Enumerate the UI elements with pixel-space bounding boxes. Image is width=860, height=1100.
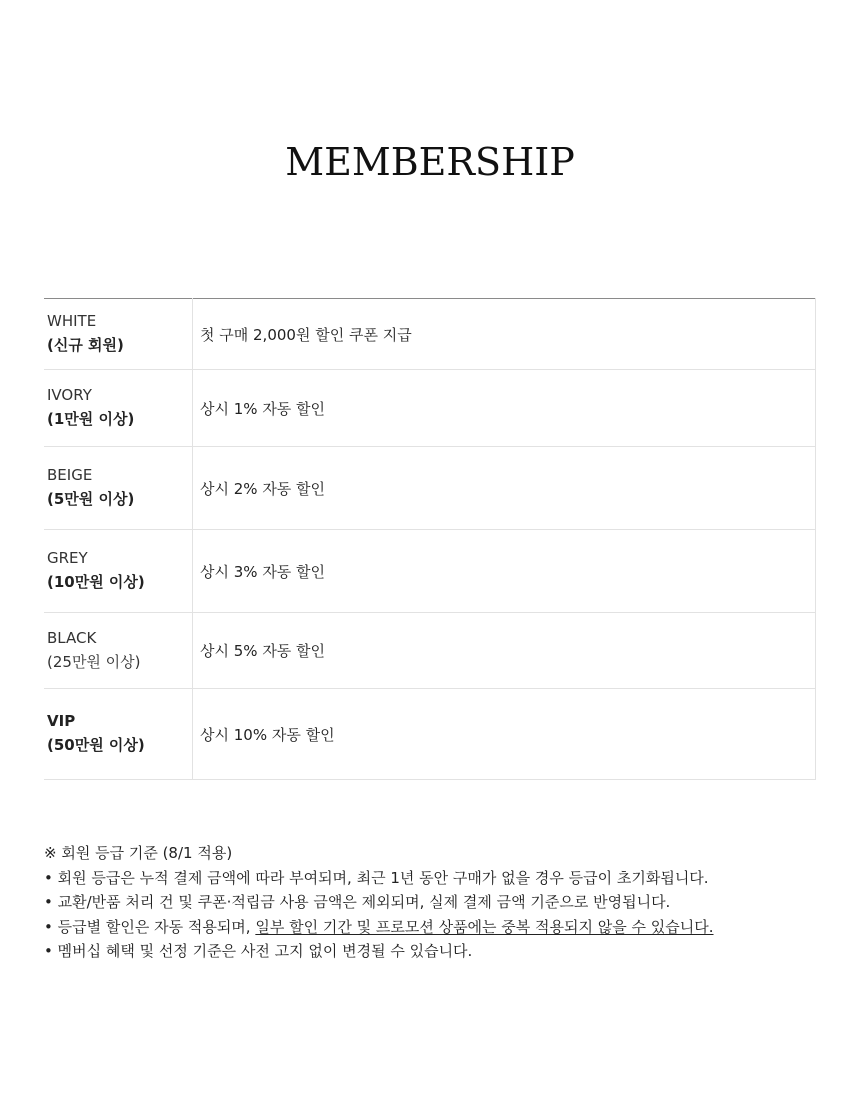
grade-name: BEIGE [47, 466, 93, 484]
grade-cell [44, 299, 193, 370]
grade-cell [44, 689, 193, 780]
membership-notice [44, 841, 824, 964]
grade-name: WHITE [47, 312, 97, 330]
grade-benefit: 첫 구매 2,000원 할인 쿠폰 지급 [193, 299, 816, 370]
grade-row-vip [44, 689, 816, 780]
notice-item-text: • 등급별 할인은 자동 적용되며, [44, 917, 256, 936]
page-title: MEMBERSHIP [285, 140, 575, 184]
grade-name: VIP [47, 712, 76, 730]
notice-item [44, 915, 824, 940]
notice-item: • 교환/반품 처리 건 및 쿠폰·적립금 사용 금액은 제외되며, 실제 결제 금액 기준으로 반영됩니다. [44, 893, 671, 911]
grade-cell [44, 447, 193, 530]
grade-benefit: 상시 5% 자동 할인 [193, 613, 816, 689]
grade-name: BLACK [47, 628, 97, 647]
grade-benefit: 상시 2% 자동 할인 [193, 447, 816, 530]
grade-row-black [44, 613, 816, 689]
grade-cell [44, 370, 193, 447]
grade-name: IVORY [47, 386, 92, 404]
grade-row-white [44, 299, 816, 370]
grade-criteria: (10만원 이상) [47, 573, 145, 591]
notice-item: • 멤버십 혜택 및 선정 기준은 사전 고지 없이 변경될 수 있습니다. [44, 942, 473, 960]
grade-criteria: (5만원 이상) [47, 490, 135, 508]
grade-criteria: (50만원 이상) [47, 736, 145, 754]
notice-item: • 회원 등급은 누적 결제 금액에 따라 부여되며, 최근 1년 동안 구매가 없을 경우 등급이 초기화됩니다. [44, 868, 709, 887]
grade-name: GREY [47, 549, 88, 567]
notice-title: ※ 회원 등급 기준 (8/1 적용) [44, 844, 233, 862]
grade-row-grey [44, 530, 816, 613]
grade-row-ivory [44, 370, 816, 447]
grade-benefit: 상시 10% 자동 할인 [193, 689, 816, 780]
notice-item-emphasis: 일부 할인 기간 및 프로모션 상품에는 중복 적용되지 않을 수 있습니다. [255, 917, 714, 936]
grade-row-beige [44, 447, 816, 530]
grade-criteria: (25만원 이상) [47, 652, 141, 671]
membership-grade-table [44, 298, 816, 780]
grade-criteria: (1만원 이상) [47, 410, 135, 428]
grade-cell [44, 613, 193, 689]
grade-cell [44, 530, 193, 613]
grade-benefit: 상시 1% 자동 할인 [193, 370, 816, 447]
grade-criteria: (신규 회원) [47, 336, 124, 354]
grade-benefit: 상시 3% 자동 할인 [193, 530, 816, 613]
